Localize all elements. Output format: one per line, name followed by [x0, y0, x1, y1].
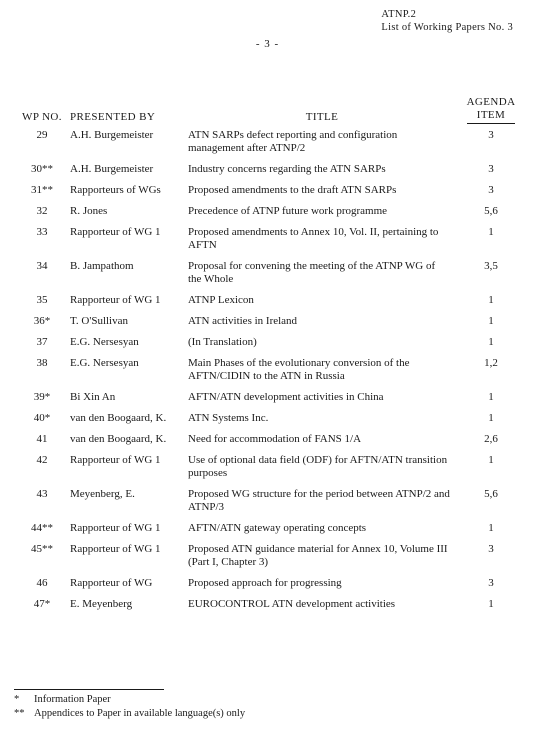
cell-title: ATN activities in Ireland — [188, 315, 298, 327]
agenda-header-stack — [467, 96, 516, 124]
cell-presented-by: Rapporteur of WG 1 — [70, 522, 161, 534]
cell-presented-by: E.G. Nersesyan — [70, 336, 139, 348]
cell-presented-by: Rapporteur of WG 1 — [70, 543, 161, 555]
cell-agenda-item: 1,2 — [484, 357, 498, 369]
cell-wp-no: 35 — [36, 294, 48, 306]
cell-presented-by: Bi Xin An — [70, 391, 116, 403]
header-line-2: List of Working Papers No. 3 — [381, 22, 513, 33]
cell-agenda-item: 5,6 — [484, 488, 498, 500]
table-row — [14, 357, 526, 391]
footnote-item — [14, 693, 245, 707]
cell-agenda-item: 3 — [488, 163, 494, 175]
cell-agenda-item: 1 — [488, 598, 494, 610]
footnotes — [14, 693, 245, 721]
cell-presented-by: Rapporteur of WG 1 — [70, 226, 161, 238]
column-header-presented-by: PRESENTED BY — [70, 111, 156, 123]
cell-presented-by: Rapporteur of WG 1 — [70, 454, 161, 466]
table-row — [14, 412, 526, 433]
cell-agenda-item: 1 — [488, 226, 494, 238]
cell-agenda-item: 2,6 — [484, 433, 498, 445]
cell-presented-by: van den Boogaard, K. — [70, 412, 167, 424]
table-row — [14, 184, 526, 205]
table-row — [14, 294, 526, 315]
table-row — [14, 577, 526, 598]
table-row — [14, 522, 526, 543]
cell-title: AFTN/ATN gateway operating concepts — [188, 522, 367, 534]
footnote-item — [14, 707, 245, 721]
cell-presented-by: A.H. Burgemeister — [70, 129, 154, 141]
document-header — [381, 8, 513, 34]
cell-wp-no: 34 — [36, 260, 48, 272]
header-line-1: ATNP.2 — [381, 9, 417, 20]
table-row — [14, 205, 526, 226]
cell-presented-by: T. O'Sullivan — [70, 315, 128, 327]
cell-wp-no: 31** — [31, 184, 53, 196]
cell-wp-no: 40* — [33, 412, 51, 424]
table-header-row — [14, 96, 526, 129]
cell-wp-no: 45** — [31, 543, 53, 555]
cell-wp-no: 41 — [36, 433, 48, 445]
cell-presented-by: A.H. Burgemeister — [70, 163, 154, 175]
table-row — [14, 454, 526, 488]
cell-title: Proposed amendments to Annex 10, Vol. II, pertaining to AFTN — [188, 226, 439, 251]
cell-wp-no: 32 — [36, 205, 48, 217]
cell-presented-by: R. Jones — [70, 205, 108, 217]
cell-agenda-item: 3 — [488, 577, 494, 589]
table-row — [14, 543, 526, 577]
footnote-text: Appendices to Paper in available language(s) only — [34, 708, 246, 719]
cell-title: ATN SARPs defect reporting and configuration management after ATNP/2 — [188, 129, 398, 154]
working-papers-table — [14, 96, 526, 619]
cell-agenda-item: 3,5 — [484, 260, 498, 272]
table-row — [14, 488, 526, 522]
cell-wp-no: 42 — [36, 454, 48, 466]
cell-wp-no: 33 — [36, 226, 48, 238]
cell-presented-by: Rapporteur of WG — [70, 577, 153, 589]
column-header-title: TITLE — [305, 111, 339, 123]
table-body — [14, 129, 526, 619]
agenda-header-line-1: AGENDA — [466, 96, 516, 108]
cell-presented-by: Meyenberg, E. — [70, 488, 135, 500]
cell-wp-no: 44** — [31, 522, 53, 534]
cell-presented-by: E.G. Nersesyan — [70, 357, 139, 369]
footnote-mark: ** — [14, 708, 25, 719]
cell-presented-by: E. Meyenberg — [70, 598, 133, 610]
agenda-header-line-2: ITEM — [476, 109, 506, 121]
table-row — [14, 391, 526, 412]
cell-agenda-item: 1 — [488, 391, 494, 403]
cell-title: Precedence of ATNP future work programme — [188, 205, 388, 217]
cell-wp-no: 36* — [33, 315, 51, 327]
column-header-agenda-item — [456, 96, 526, 129]
page-number: - 3 - — [255, 38, 280, 50]
cell-agenda-item: 1 — [488, 522, 494, 534]
cell-agenda-item: 1 — [488, 454, 494, 466]
cell-title: ATN Systems Inc. — [188, 412, 269, 424]
cell-title: Proposed ATN guidance material for Annex 10, Volume III (Part I, Chapter 3) — [188, 543, 448, 568]
cell-title: (In Translation) — [188, 336, 257, 348]
cell-agenda-item: 1 — [488, 294, 494, 306]
cell-wp-no: 46 — [36, 577, 48, 589]
cell-title: AFTN/ATN development activities in China — [188, 391, 384, 403]
cell-wp-no: 43 — [36, 488, 48, 500]
cell-title: Use of optional data field (ODF) for AFTN/ATN transition purposes — [188, 454, 448, 479]
cell-title: ATNP Lexicon — [188, 294, 254, 306]
cell-presented-by: Rapporteur of WG 1 — [70, 294, 161, 306]
cell-wp-no: 38 — [36, 357, 48, 369]
cell-wp-no: 29 — [36, 129, 48, 141]
cell-agenda-item: 3 — [488, 543, 494, 555]
table-row — [14, 598, 526, 619]
cell-agenda-item: 3 — [488, 129, 494, 141]
table-row — [14, 163, 526, 184]
table-row — [14, 226, 526, 260]
footnote-text: Information Paper — [34, 694, 111, 705]
cell-presented-by: B. Jampathom — [70, 260, 134, 272]
cell-title: Proposed WG structure for the period between ATNP/2 and ATNP/3 — [188, 488, 450, 513]
cell-presented-by: van den Boogaard, K. — [70, 433, 167, 445]
table-row — [14, 433, 526, 454]
cell-agenda-item: 1 — [488, 315, 494, 327]
cell-title: Industry concerns regarding the ATN SARPs — [188, 163, 386, 175]
footnote-mark: * — [14, 694, 20, 705]
cell-presented-by: Rapporteurs of WGs — [70, 184, 161, 196]
cell-wp-no: 37 — [36, 336, 48, 348]
cell-title: Proposal for convening the meeting of the ATNP WG of the Whole — [188, 260, 436, 285]
cell-agenda-item: 1 — [488, 412, 494, 424]
table-row — [14, 336, 526, 357]
cell-title: Proposed approach for progressing — [188, 577, 342, 589]
cell-title: Proposed amendments to the draft ATN SARPs — [188, 184, 397, 196]
cell-title: Need for accommodation of FANS 1/A — [188, 433, 362, 445]
footnote-divider — [14, 689, 164, 690]
cell-wp-no: 47* — [33, 598, 51, 610]
table-row — [14, 260, 526, 294]
column-header-wp-no: WP NO. — [22, 111, 62, 123]
cell-agenda-item: 3 — [488, 184, 494, 196]
cell-title: EUROCONTROL ATN development activities — [188, 598, 396, 610]
cell-wp-no: 39* — [33, 391, 51, 403]
cell-wp-no: 30** — [31, 163, 53, 175]
cell-title: Main Phases of the evolutionary conversion of the AFTN/CIDIN to the ATN in Russia — [188, 357, 410, 382]
table-row — [14, 129, 526, 163]
cell-agenda-item: 1 — [488, 336, 494, 348]
cell-agenda-item: 5,6 — [484, 205, 498, 217]
table-row — [14, 315, 526, 336]
